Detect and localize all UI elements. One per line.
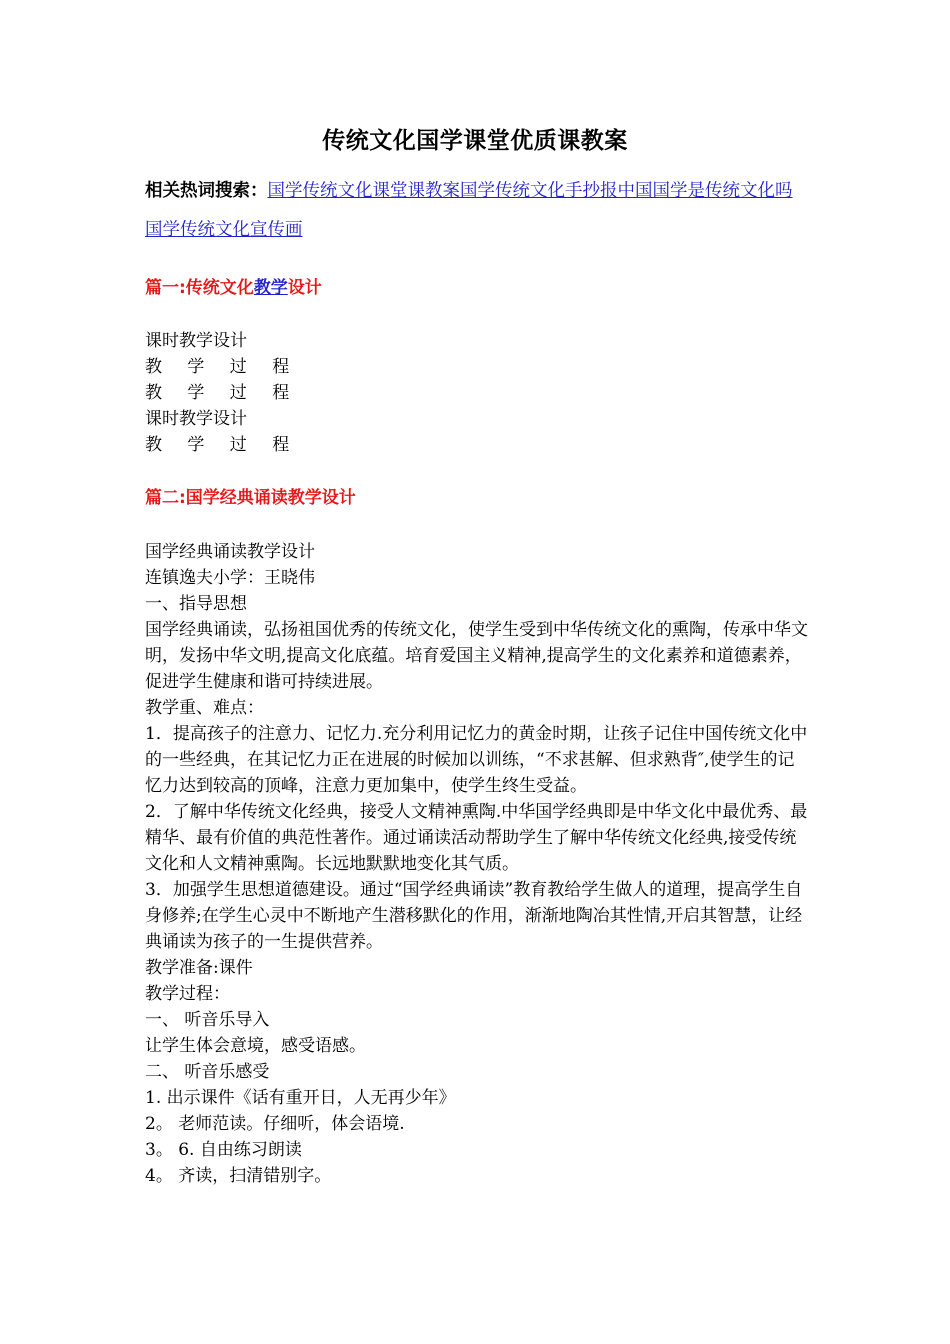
section-1-line: 课时教学设计 [145,409,247,429]
section-2-paragraph: 1．提高孩子的注意力、记忆力.充分利用记忆力的黄金时期，让孩子记住中国传统文化中的一些经典，在其记忆力正在进展的时候加以训练，“不求甚解、但求熟背″,使学生的记忆力达到较高的顶峰，注意力更加集中，使学生终生受益。 [145,724,808,796]
section-2-paragraph: 4。 齐读，扫清错别字。 [145,1166,332,1186]
section-2-paragraph: 国学经典诵读，弘扬祖国优秀的传统文化，使学生受到中华传统文化的熏陶，传承中华文明，发扬中华文明,提高文化底蕴。培育爱国主义精神,提高学生的文化素养和道德素养，促进学生健康和谐可持续进展。 [145,620,808,692]
hot-search-link-2[interactable]: 国学传统文化手抄报 [460,181,618,201]
section-2-paragraph: 教学过程： [145,984,230,1004]
section-2-body [145,539,810,1189]
hot-search-link-1[interactable]: 国学传统文化课堂课教案 [267,181,460,201]
section-2-paragraph: 2．了解中华传统文化经典，接受人文精神熏陶.中华国学经典即是中华文化中最优秀、最精华、最有价值的典范性著作。通过诵读活动帮助学生了解中华传统文化经典,接受传统文化和人文精神熏陶。长远地默默地变化其气质。 [145,802,808,874]
section-2-paragraph: 教学重、难点： [145,698,264,718]
section-2-paragraph: 二、 听音乐感受 [145,1062,270,1082]
section-2-paragraph: 2。 老师范读。仔细听，体会语境. [145,1114,405,1134]
section-1-line: 教 学 过 程 [145,435,300,455]
hot-search-link-3[interactable]: 中国国学是传统文化吗 [617,181,793,201]
section-1-heading-link[interactable]: 教学 [253,278,288,298]
section-2-paragraph: 教学准备:课件 [145,958,253,978]
section-2-paragraph: 让学生体会意境，感受语感。 [145,1036,366,1056]
section-2-heading: 篇二:国学经典诵读教学设计 [145,488,356,508]
section-1-body [145,328,810,458]
section-1-line: 教 学 过 程 [145,383,300,403]
section-1-line: 教 学 过 程 [145,357,300,377]
section-2-paragraph: 国学经典诵读教学设计 [145,542,315,562]
hot-search-link-4[interactable]: 国学传统文化宣传画 [145,220,303,240]
section-2-paragraph: 一、指导思想 [145,594,247,614]
section-2-paragraph: 1. 出示课件《话有重开日，人无再少年》 [145,1088,456,1108]
hot-search-label: 相关热词搜索： [145,181,268,201]
section-2-paragraph: 3。 6. 自由练习朗读 [145,1140,302,1160]
section-1-heading [145,273,322,298]
document-title: 传统文化国学课堂优质课教案 [322,128,628,154]
section-1-line: 课时教学设计 [145,331,247,351]
hot-search-row [145,172,805,250]
section-1-heading-suffix: 设计 [287,278,322,298]
section-2-paragraph: 3．加强学生思想道德建设。通过“国学经典诵读”教育教给学生做人的道理，提高学生自身修养;在学生心灵中不断地产生潜移默化的作用，渐渐地陶冶其性情,开启其智慧，让经典诵读为孩子的一生提供营养。 [145,880,803,952]
section-1-heading-prefix: 篇一:传统文化 [145,278,254,298]
section-2-paragraph: 一、 听音乐导入 [145,1010,270,1030]
section-2-paragraph: 连镇逸夫小学：王晓伟 [145,568,315,588]
